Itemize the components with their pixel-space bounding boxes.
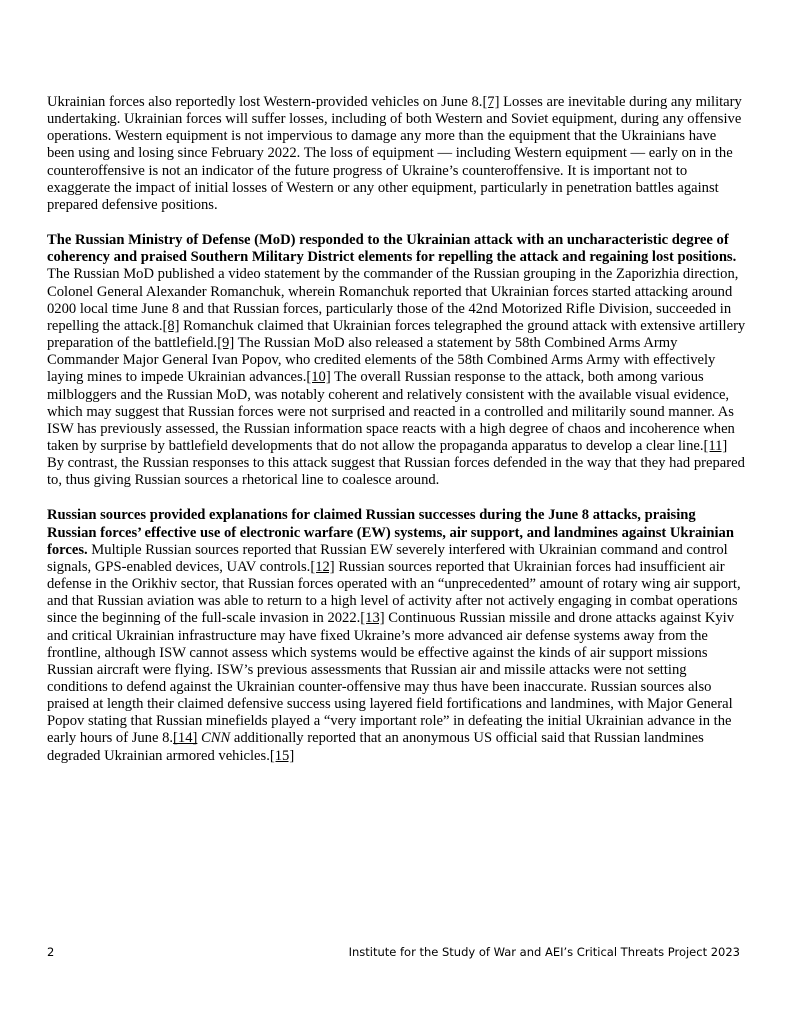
footnote-link[interactable]: [10]: [306, 369, 331, 386]
footnote-link[interactable]: [7]: [482, 94, 500, 110]
footnote-link[interactable]: [14]: [173, 730, 198, 747]
body-text: Ukrainian forces also reportedly lost Western-provided vehicles on June 8.: [47, 94, 483, 110]
footnote-link[interactable]: [12]: [310, 558, 335, 575]
italic-text: CNN: [201, 730, 231, 747]
page-body: [47, 94, 747, 783]
body-text: Russian sources reported that Ukrainian forces had insufficient air defense in the Orikhiv sector, that Russian forces operated with an “unprecedented” amount of rotary wing air support, and that Russian aviation was able to return to a high level of activity after not actively engaging in combat operations since the beginning of the full-scale invasion in 2022.: [47, 558, 741, 627]
body-text: Romanchuk claimed that Ukrainian forces telegraphed the ground attack with extensive artillery preparation of the battlefield.: [47, 317, 746, 352]
footnote-link[interactable]: [9]: [217, 335, 235, 352]
page-number: 2: [47, 945, 55, 959]
paragraph-equipment-losses: [47, 94, 747, 214]
footnote-link[interactable]: [11]: [703, 437, 728, 454]
paragraph-russian-mod-response: [47, 232, 747, 489]
body-text: The Russian MoD published a video statement by the commander of the Russian grouping in the Zaporizhia direction, Colonel General Alexander Romanchuk, wherein Romanchuk reported that Ukrainian forces started attacking around 0200 local time June 8 and that Russian forces, particularly those of the 42nd Motorized Rifle Division, succeeded in repelling the attack.: [47, 266, 739, 334]
footer-attribution: Institute for the Study of War and AEI’s Critical Threats Project 2023: [348, 945, 740, 959]
paragraph-russian-explanations: [47, 507, 747, 764]
paragraph-lead-bold: Russian sources provided explanations for claimed Russian successes during the June 8 attacks, praising Russian forces’ effective use of electronic warfare (EW) systems, air support, and landmines against Ukrainian forces.: [47, 507, 734, 558]
paragraph-lead-bold: The Russian Ministry of Defense (MoD) responded to the Ukrainian attack with an uncharacteristic degree of coherency and praised Southern Military District elements for repelling the attack and regaining lost positions.: [47, 232, 737, 266]
body-text: additionally reported that an anonymous US official said that Russian landmines degraded Ukrainian armored vehicles.: [47, 730, 704, 764]
body-text: Multiple Russian sources reported that Russian EW severely interfered with Ukrainian command and control signals, GPS-enabled devices, UAV controls.: [47, 541, 728, 575]
footnote-link[interactable]: [13]: [360, 610, 385, 627]
footnote-link[interactable]: [8]: [162, 317, 180, 334]
footnote-link[interactable]: [15]: [269, 747, 295, 764]
body-text: Continuous Russian missile and drone attacks against Kyiv and critical Ukrainian infrastructure may have fixed Ukraine’s more advanced air defense systems away from the frontline, although ISW cannot assess which systems would be effective against the kinds of air support missions Russian aircraft were flying. ISW’s previous assessments that Russian air and missile attacks were not setting conditions to defend against the Ukrainian counter-offensive may thus have been inaccurate. Russian sources also praised at length their claimed defensive success using layered field fortifications and landmines, with Major General Popov stating that Russian minefields played a “very important role” in defeating the initial Ukrainian advance in the early hours of June 8.: [47, 610, 735, 747]
body-text: The Russian MoD also released a statement by 58th Combined Arms Army Commander Major General Ivan Popov, who credited elements of the 58th Combined Arms Army with effectively laying mines to impede Ukrainian advances.: [47, 335, 716, 386]
body-text: By contrast, the Russian responses to this attack suggest that Russian forces defended in the way that they had prepared to, thus giving Russian sources a rhetorical line to coalesce around.: [47, 455, 745, 489]
body-text: Losses are inevitable during any military undertaking. Ukrainian forces will suffer losses, including of both Western and Soviet equipment, during any offensive operations. Western equipment is not impervious to damage any more than the equipment that the Ukrainians have been using and losing since February 2022. The loss of equipment — including Western equipment — early on in the counteroffensive is not an indicator of the future progress of Ukraine’s counteroffensive. It is important not to exaggerate the impact of initial losses of Western or any other equipment, particularly in penetration battles against prepared defensive positions.: [47, 94, 742, 213]
body-text: The overall Russian response to the attack, both among various milbloggers and the Russian MoD, was notably coherent and relatively consistent with the available visual evidence, which may suggest that Russian forces were not surprised and reacted in a controlled and militarily sound manner. As ISW has previously assessed, the Russian information space reacts with a high degree of chaos and incoherence when taken by surprise by battlefield developments that do not allow the propaganda apparatus to develop a clear line.: [47, 369, 735, 454]
